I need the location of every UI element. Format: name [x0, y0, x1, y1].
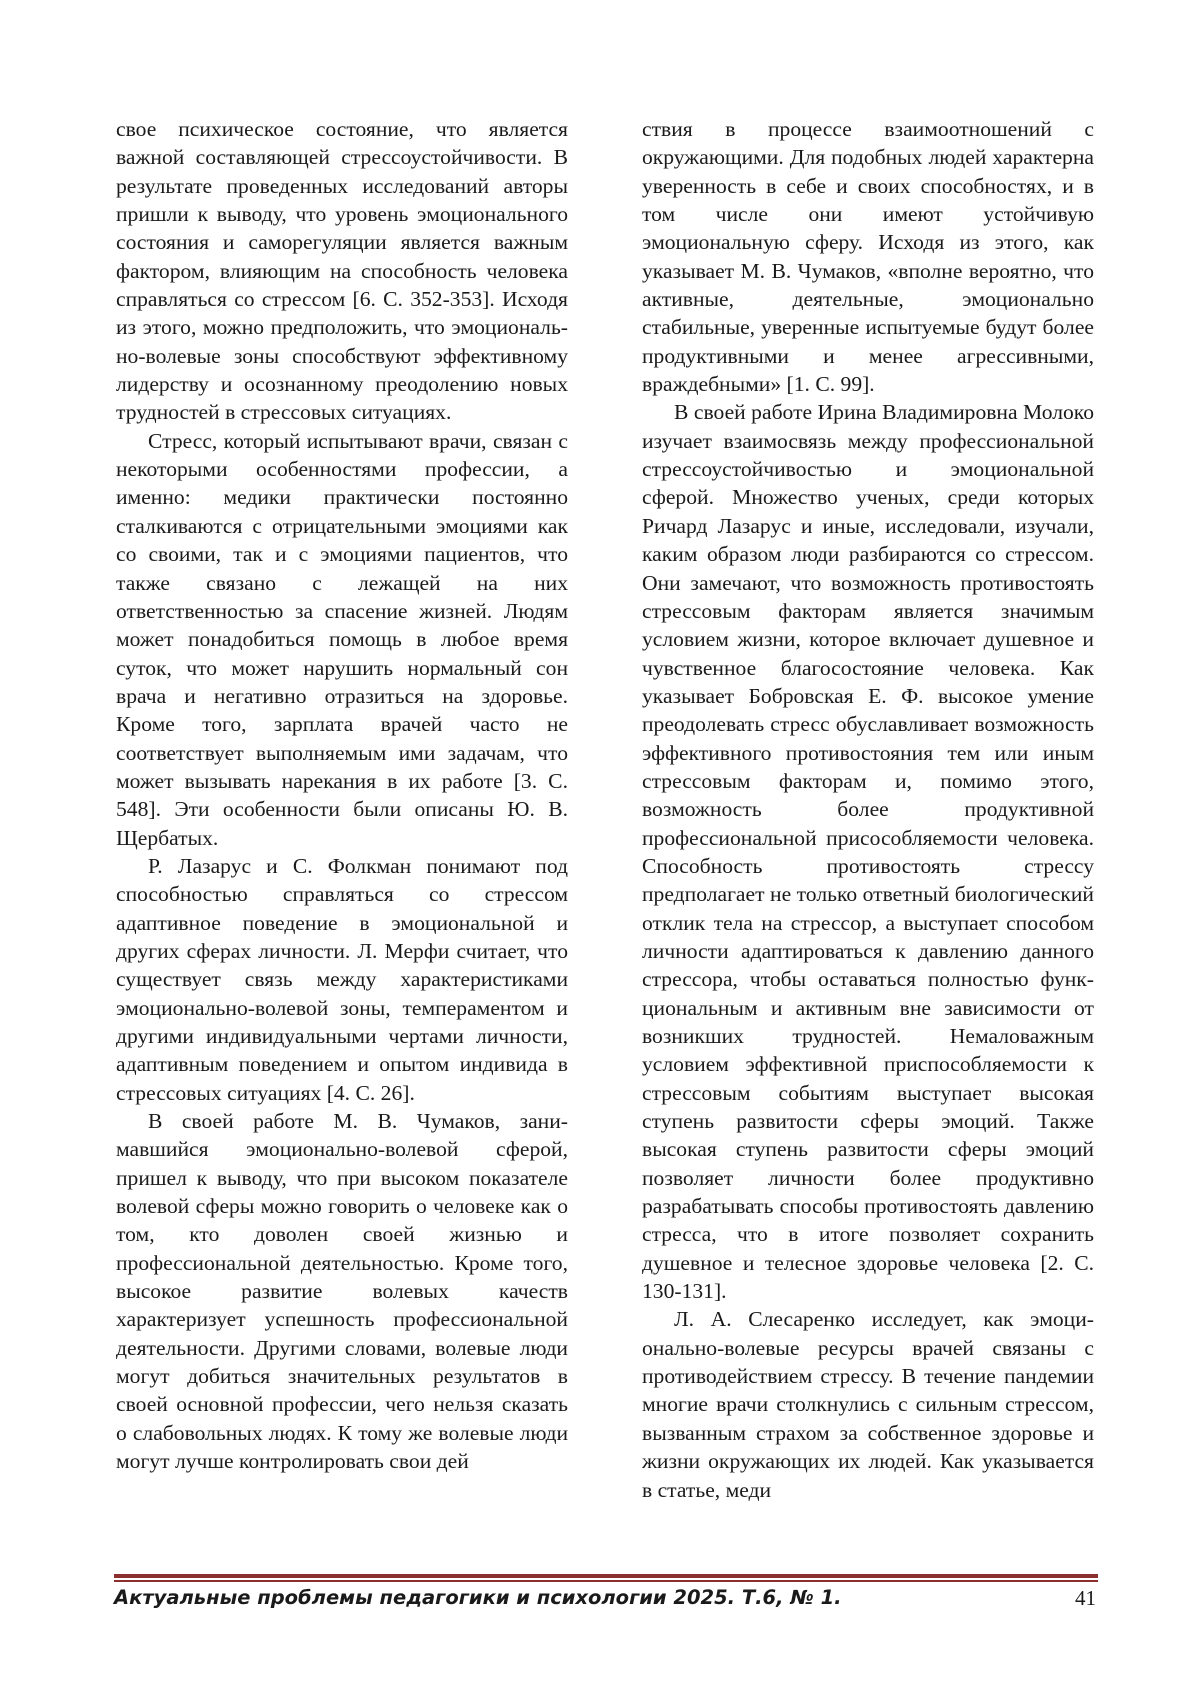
paragraph: В своей работе Ирина Владимировна Молоко изучает взаимосвязь между профессиональной стрессоустойчивостью и эмоциональной сферой. Множество ученых, среди которых Ричард Лазарус и иные, исследовали, изучали, каким образом люди разбираются со стрессом. Они замечают, что возможность противостоять стрессовым факторам является значимым условием жизни, которое включает душевное и чувственное благосостояние человека. Как указывает Бобровская Е. Ф. высокое умение преодолевать стресс обуславливает возможность эффективного противостояния тем или иным стрессовым факторам и, помимо этого, возможность более продуктивной профессиональной присособляемости человека. Способность противостоять стрессу предполагает не только ответный биологический отклик тела на стрессор, а выступает способом личности адаптироваться к давлению данного стрессора, чтобы оставаться полностью функциональным и активным вне зависимости от возникших трудностей. Немаловажным условием эффективной приспособляемости к стрессовым событиям выступает высокая ступень развитости сферы эмоций. Также высокая ступень развитости сферы эмоций позволяет личности более продуктивно разрабатывать способы противостоять давлению стресса, что в итоге позволяет сохранить душевное и телесное здоровье человека [2. С. 130-131]. [642, 400, 1094, 1304]
paragraph: свое психическое состояние, что является важной составляющей стрессоустойчивости. В результате проведенных исследований авторы пришли к выводу, что уровень эмоционального состояния и саморегуляции является важным фактором, влияющим на способность человека справляться со стрессом [6. С. 352-353]. Исходя из этого, можно предположить, что эмоционально-волевые зоны способствуют эффективному лидерству и осознанному преодолению новых трудностей в стрессовых ситуациях. [116, 117, 568, 425]
left-column [116, 115, 568, 1476]
page-number: 41 [1075, 1586, 1096, 1610]
paragraph: В своей работе М. В. Чумаков, занимавшийся эмоционально-волевой сферой, пришел к выводу, что при высоком показателе волевой сферы можно говорить о человеке как о том, кто доволен своей жизнью и профессиональной деятельностью. Кроме того, высокое развитие волевых качеств характеризует успешность профессиональной деятельности. Другими словами, волевые люди могут добиться значительных результатов в своей основной профессии, чего нельзя сказать о слабовольных людях. К тому же волевые люди могут лучше контролировать свои дей [116, 1109, 568, 1474]
paragraph: Л. А. Слесаренко исследует, как эмоционально-волевые ресурсы врачей связаны с противодействием стрессу. В течение пандемии многие врачи столкнулись с сильным стрессом, вызванным страхом за собственное здоровье и жизни окружающих их людей. Как указывается в статье, меди [642, 1307, 1094, 1502]
paragraph: ствия в процессе взаимоотношений с окружающими. Для подобных людей характерна уверенность в себе и своих способностях, и в том числе они имеют устойчивую эмоциональную сферу. Исходя из этого, как указывает М. В. Чумаков, «вполне вероятно, что активные, деятельные, эмоционально стабильные, уверенные испытуемые будут более продуктивными и менее агрессивными, враждебными» [1. С. 99]. [642, 117, 1094, 397]
right-column [642, 115, 1094, 1504]
footer-journal-title: Актуальные проблемы педагогики и психологии 2025. Т.6, № 1. [114, 1586, 842, 1609]
paragraph: Стресс, который испытывают врачи, связан с некоторыми особенностями профессии, а именно: медики практически постоянно сталкиваются с отрицательными эмоциями как со своими, так и с эмоциями пациентов, что также связано с лежащей на них ответственностью за спасение жизней. Людям может понадобиться помощь в любое время суток, что может нарушить нормальный сон врача и негативно отразиться на здоровье. Кроме того, зарплата врачей часто не соответствует выполняемым ими задачам, что может вызывать нарекания в их работе [3. С. 548]. Эти особенности были описаны Ю. В. Щербатых. [116, 428, 568, 850]
paragraph: Р. Лазарус и С. Фолкман понимают под способностью справляться со стрессом адаптивное поведение в эмоциональной и других сферах личности. Л. Мерфи считает, что существует связь между характеристиками эмоционально-волевой зоны, темпераментом и другими индивидуальными чертами личности, адаптивным поведением и опытом индивида в стрессовых ситуациях [4. С. 26]. [116, 853, 568, 1105]
footer-rule-thick [114, 1574, 1098, 1578]
footer-rule-thin [114, 1580, 1098, 1582]
